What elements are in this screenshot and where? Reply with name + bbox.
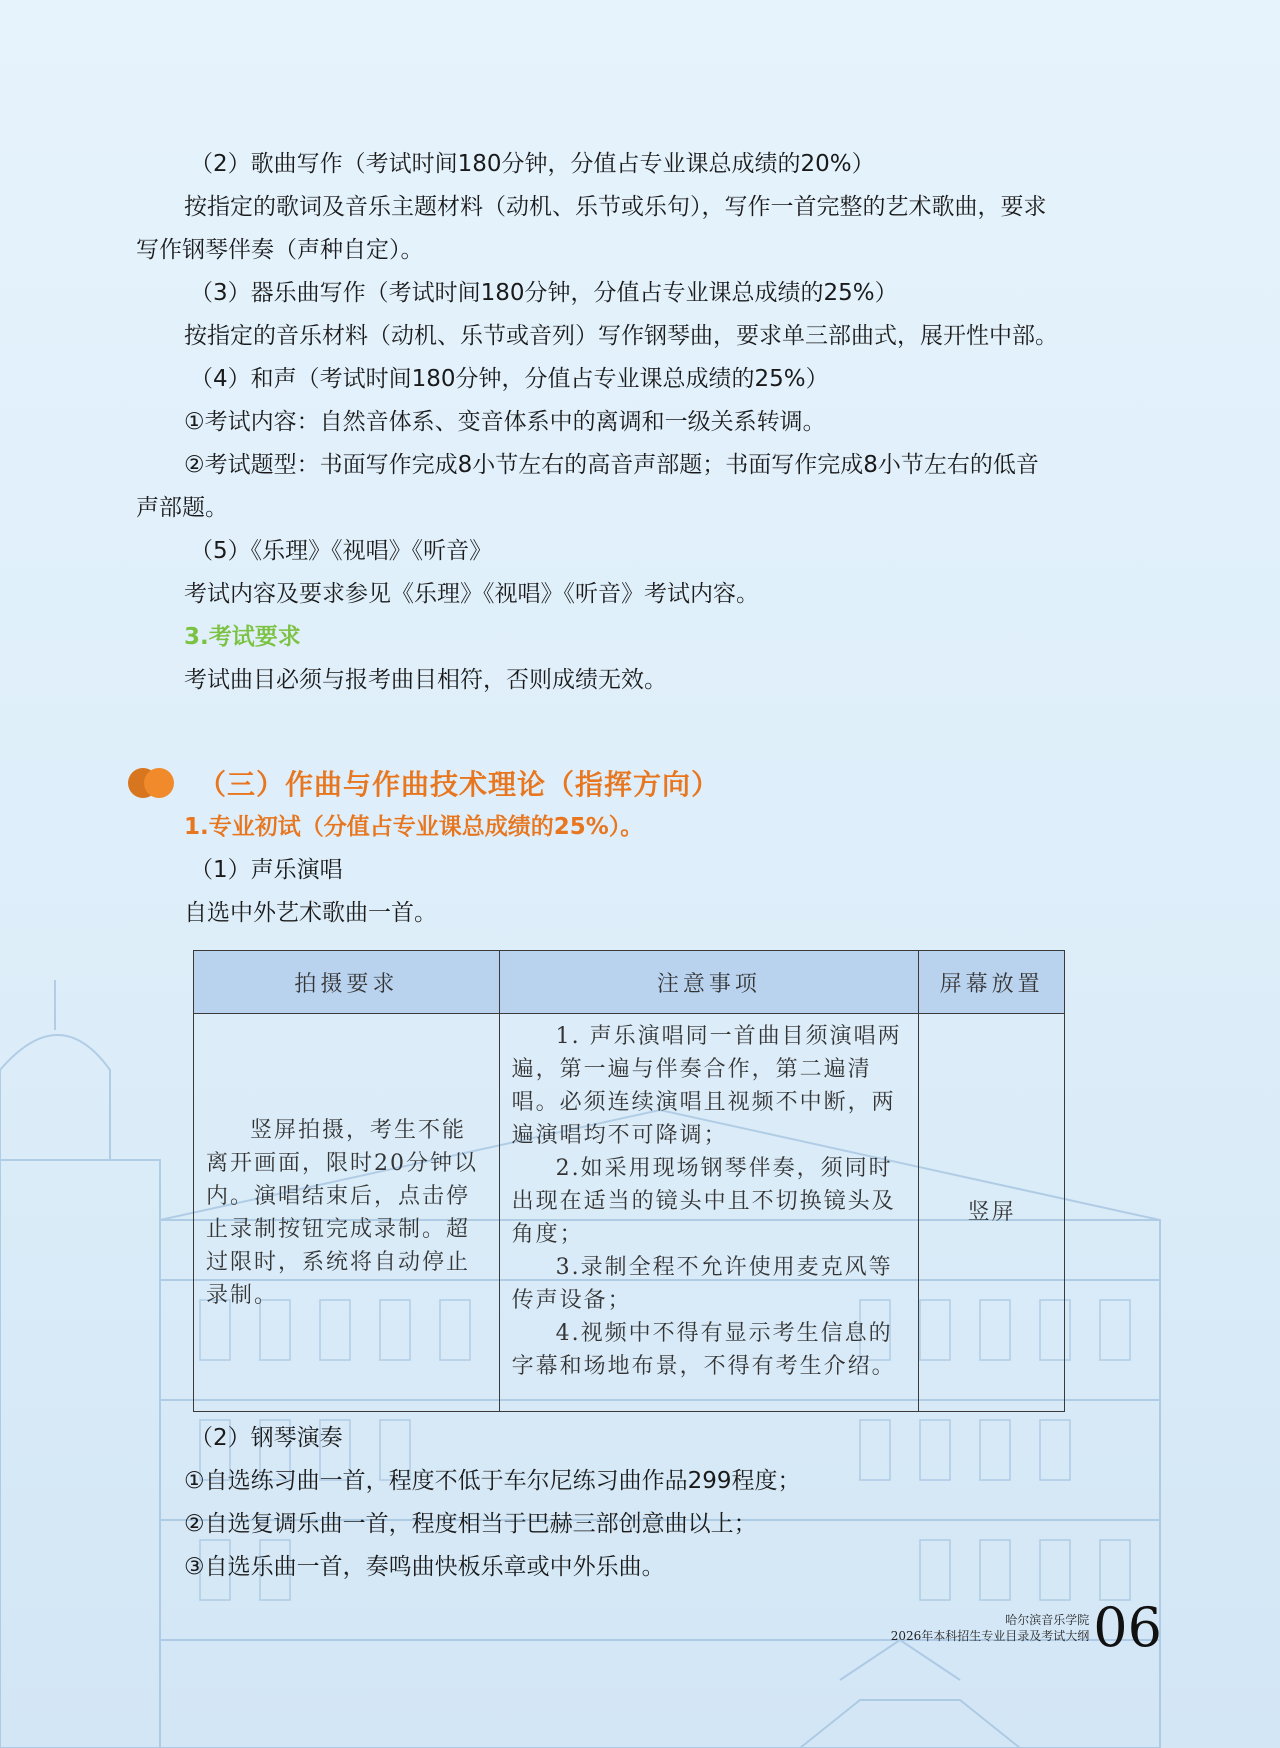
table-header-cell: 拍摄要求 [194, 951, 500, 1014]
harmony-type-line1: ②考试题型：书面写作完成8小节左右的高音声部题；书面写作完成8小节左右的低音 [184, 452, 1039, 478]
vocal-desc: 自选中外艺术歌曲一首。 [184, 900, 437, 926]
table-row [194, 1014, 1065, 1412]
instrumental-writing-heading: （3）器乐曲写作（考试时间180分钟，分值占专业课总成绩的25%） [190, 280, 898, 306]
note-item: 4.视频中不得有显示考生信息的字幕和场地布景，不得有考生介绍。 [511, 1321, 896, 1379]
table-header-cell: 注意事项 [499, 951, 918, 1014]
song-writing-heading: （2）歌曲写作（考试时间180分钟，分值占专业课总成绩的20%） [190, 151, 875, 177]
instrumental-writing-desc: 按指定的音乐材料（动机、乐节或音列）写作钢琴曲，要求单三部曲式，展开性中部。 [184, 323, 1058, 349]
filming-requirements-table [193, 950, 1065, 1412]
song-writing-desc-line2: 写作钢琴伴奏（声种自定）。 [136, 237, 424, 263]
song-writing-desc-line1: 按指定的歌词及音乐主题材料（动机、乐节或乐句），写作一首完整的艺术歌曲，要求 [184, 194, 1047, 220]
preliminary-exam-heading: 1.专业初试（分值占专业课总成绩的25%）。 [184, 814, 644, 840]
notes-cell [499, 1014, 918, 1412]
piano-item-2: ②自选复调乐曲一首，程度相当于巴赫三部创意曲以上； [184, 1511, 757, 1537]
page-footer [891, 1598, 1162, 1658]
note-item: 3.录制全程不允许使用麦克风等传声设备； [511, 1255, 893, 1313]
footer-text [891, 1612, 1090, 1644]
footer-school: 哈尔滨音乐学院 [1005, 1613, 1090, 1627]
section-title-text: （三）作曲与作曲技术理论（指挥方向） [198, 768, 721, 801]
section-dots-icon [128, 766, 178, 800]
exam-requirements-desc: 考试曲目必须与报考曲目相符，否则成绩无效。 [184, 667, 667, 693]
harmony-content: ①考试内容：自然音体系、变音体系中的离调和一级关系转调。 [184, 409, 826, 435]
filming-requirement-text: 竖屏拍摄，考生不能离开画面，限时20分钟以内。演唱结束后，点击停止录制按钮完成录制。超过限时，系统将自动停止录制。 [206, 1117, 478, 1308]
harmony-heading: （4）和声（考试时间180分钟，分值占专业课总成绩的25%） [190, 366, 829, 392]
theory-desc: 考试内容及要求参见《乐理》《视唱》《听音》考试内容。 [184, 581, 759, 607]
table-header-row [194, 951, 1065, 1014]
harmony-type-line2: 声部题。 [136, 495, 228, 521]
vocal-heading: （1）声乐演唱 [190, 857, 343, 883]
screen-orientation-cell: 竖屏 [919, 1014, 1065, 1412]
piano-heading: （2）钢琴演奏 [190, 1425, 343, 1451]
footer-subtitle: 2026年本科招生专业目录及考试大纲 [890, 1629, 1090, 1643]
piano-item-1: ①自选练习曲一首，程度不低于车尔尼练习曲作品299程度； [184, 1468, 801, 1494]
table-header-cell: 屏幕放置 [919, 951, 1065, 1014]
exam-requirements-heading: 3.考试要求 [184, 624, 301, 650]
section-title [128, 760, 720, 806]
note-item: 1. 声乐演唱同一首曲目须演唱两遍，第一遍与伴奏合作，第二遍清唱。必须连续演唱且视频不中断，两遍演唱均不可降调； [511, 1024, 902, 1148]
note-item: 2.如采用现场钢琴伴奏，须同时出现在适当的镜头中且不切换镜头及角度； [511, 1156, 896, 1247]
filming-requirement-cell [194, 1014, 500, 1412]
piano-item-3: ③自选乐曲一首，奏鸣曲快板乐章或中外乐曲。 [184, 1554, 665, 1580]
page-number: 06 [1093, 1596, 1162, 1659]
theory-heading: （5）《乐理》《视唱》《听音》 [190, 538, 493, 564]
